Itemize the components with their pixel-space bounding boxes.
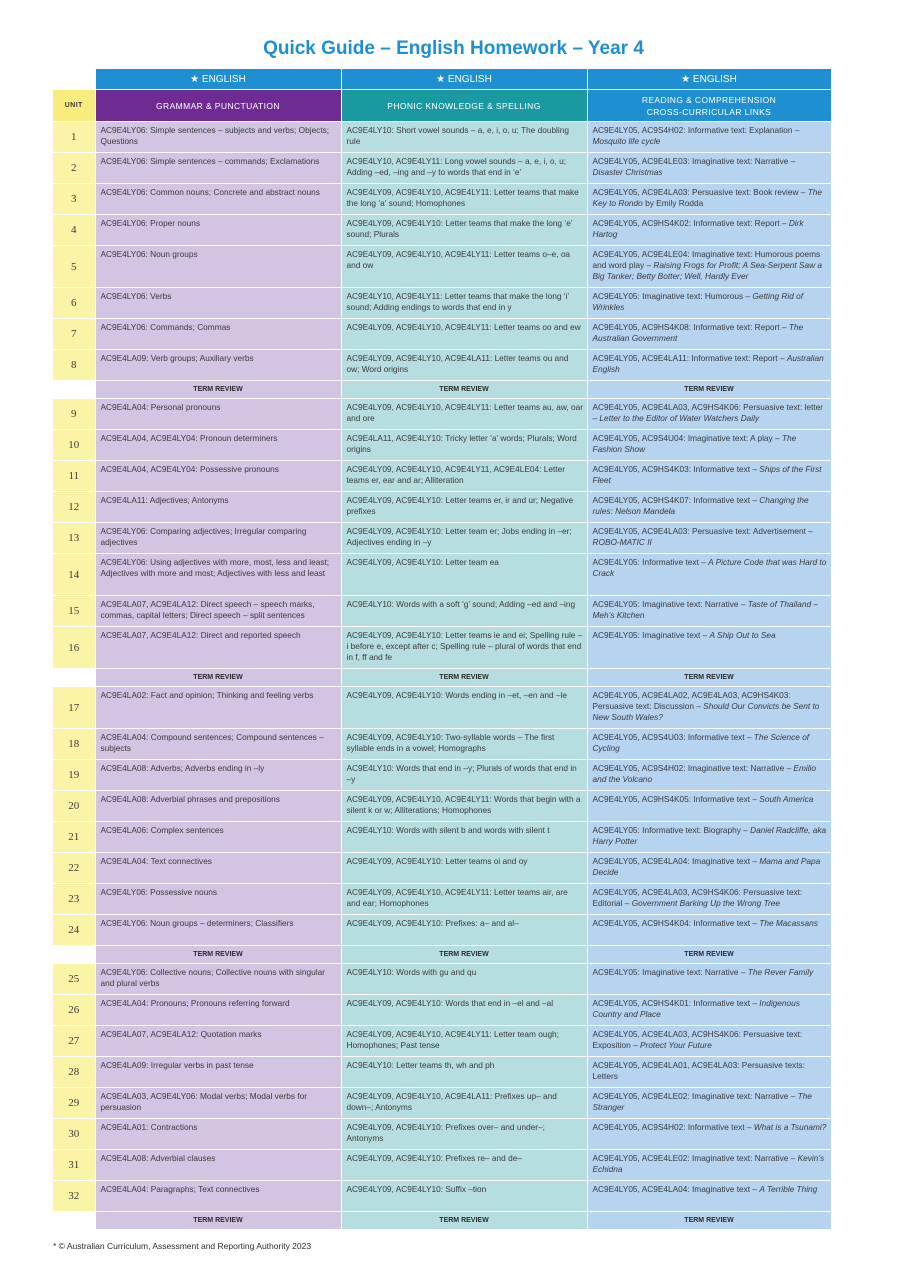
text-title: ROBO-MATIC II — [592, 537, 652, 547]
reading-cell: AC9E4LY05, AC9E4LA04: Imaginative text – Mama and Papa Decide — [587, 853, 831, 884]
grammar-cell: AC9E4LA08: Adverbs; Adverbs ending in –ly — [95, 760, 341, 791]
text-title: Kevin’s Echidna — [592, 1153, 825, 1174]
reading-cell: AC9E4LY05: Informative text: Biography – Daniel Radcliffe, aka Harry Potter — [587, 822, 831, 853]
reading-cell: AC9E4LY05, AC9E4LA03: Persuasive text: Book review – The Key to Rondo by Emily Rodda — [587, 184, 831, 215]
grammar-cell: AC9E4LA07, AC9E4LA12: Direct and reported speech — [95, 627, 341, 669]
unit-number: 6 — [53, 288, 95, 319]
text-title: Ships of the First Fleet — [592, 464, 822, 485]
reading-cell: AC9E4LY05, AC9E4LE04: Imaginative text: Humorous poems and word play – Raising Frogs for Profit; A Sea-Serpent Saw a Big Tanker; Betty Botter; Well, Hardly Ever — [587, 246, 831, 288]
text-title: The Macassans — [759, 918, 818, 928]
reading-cell: AC9E4LY05, AC9S4H02: Informative text: Explanation – Mosquito life cycle — [587, 122, 831, 153]
unit-number: 3 — [53, 184, 95, 215]
grammar-cell: AC9E4LY06: Common nouns; Concrete and abstract nouns — [95, 184, 341, 215]
term-review-label: TERM REVIEW — [341, 1212, 587, 1230]
unit-row — [53, 915, 831, 946]
reading-cell: AC9E4LY05, AC9S4H02: Imaginative text: Narrative – Emilio and the Volcano — [587, 760, 831, 791]
unit-row — [53, 729, 831, 760]
text-title: The Australian Government — [592, 322, 804, 343]
unit-row — [53, 554, 831, 596]
unit-row — [53, 122, 831, 153]
text-title: Government Barking Up the Wrong Tree — [631, 898, 781, 908]
unit-number: 20 — [53, 791, 95, 822]
grammar-cell: AC9E4LA03, AC9E4LY06: Modal verbs; Modal verbs for persuasion — [95, 1088, 341, 1119]
text-title: South America — [759, 794, 814, 804]
term-review-label: TERM REVIEW — [587, 381, 831, 399]
grammar-cell: AC9E4LA04: Personal pronouns — [95, 399, 341, 430]
unit-number: 16 — [53, 627, 95, 669]
phonics-cell: AC9E4LY10: Words with silent b and words with silent t — [341, 822, 587, 853]
reading-cell: AC9E4LY05, AC9HS4K07: Informative text – Changing the rules: Nelson Mandela — [587, 492, 831, 523]
unit-number: 32 — [53, 1181, 95, 1212]
phonics-cell: AC9E4LY09, AC9E4LY10: Prefixes: a– and al– — [341, 915, 587, 946]
page-title: Quick Guide – English Homework – Year 4 — [263, 38, 644, 59]
reading-cell: AC9E4LY05, AC9S4U03: Informative text – The Science of Cycling — [587, 729, 831, 760]
grammar-cell: AC9E4LY06: Noun groups — [95, 246, 341, 288]
text-title: Changing the rules: Nelson Mandela — [592, 495, 809, 516]
grammar-cell: AC9E4LA11: Adjectives; Antonyms — [95, 492, 341, 523]
unit-number: 12 — [53, 492, 95, 523]
phonics-cell: AC9E4LY09, AC9E4LY10: Letter teams oi and oy — [341, 853, 587, 884]
text-title: Raising Frogs for Profit; A Sea-Serpent Saw a Big Tanker; Betty Botter; Well, Hardly Ever — [592, 260, 823, 281]
unit-row — [53, 399, 831, 430]
grammar-cell: AC9E4LA09: Verb groups; Auxiliary verbs — [95, 350, 341, 381]
grammar-cell: AC9E4LY06: Collective nouns; Collective nouns with singular and plural verbs — [95, 964, 341, 995]
unit-row — [53, 1181, 831, 1212]
term-review-label: TERM REVIEW — [95, 946, 341, 964]
subject-header-reading: ★ ENGLISH — [587, 69, 831, 90]
phonics-cell: AC9E4LY09, AC9E4LY10, AC9E4LY11: Letter teams air, are and ear; Homophones — [341, 884, 587, 915]
grammar-cell: AC9E4LY06: Simple sentences – commands; Exclamations — [95, 153, 341, 184]
text-title: Australian English — [592, 353, 824, 374]
text-title: What is a Tsunami? — [753, 1122, 827, 1132]
reading-cell: AC9E4LY05, AC9HS4K04: Informative text – The Macassans — [587, 915, 831, 946]
unit-number: 9 — [53, 399, 95, 430]
unit-number: 25 — [53, 964, 95, 995]
unit-number: 2 — [53, 153, 95, 184]
reading-cell: AC9E4LY05, AC9E4LA03, AC9HS4K06: Persuasive text: Editorial – Government Barking Up the Wrong Tree — [587, 884, 831, 915]
unit-row — [53, 461, 831, 492]
grammar-cell: AC9E4LA04, AC9E4LY04: Pronoun determiners — [95, 430, 341, 461]
unit-row — [53, 822, 831, 853]
unit-row — [53, 1057, 831, 1088]
unit-number: 29 — [53, 1088, 95, 1119]
phonics-cell: AC9E4LY09, AC9E4LY10, AC9E4LY11: Letter teams that make the long ‘a’ sound; Homophones — [341, 184, 587, 215]
unit-number: 21 — [53, 822, 95, 853]
unit-number: 11 — [53, 461, 95, 492]
reading-cell: AC9E4LY05, AC9HS4K08: Informative text: Report – The Australian Government — [587, 319, 831, 350]
text-title: The Rever Family — [747, 967, 814, 977]
phonics-cell: AC9E4LY09, AC9E4LY10: Words that end in –el and –al — [341, 995, 587, 1026]
grammar-column-header: GRAMMAR & PUNCTUATION — [95, 90, 341, 122]
phonics-cell: AC9E4LY09, AC9E4LY10, AC9E4LY11: Letter team ough; Homophones; Past tense — [341, 1026, 587, 1057]
unit-number: 18 — [53, 729, 95, 760]
term-review-label: TERM REVIEW — [587, 669, 831, 687]
reading-column-header: READING & COMPREHENSION CROSS-CURRICULAR LINKS — [587, 90, 831, 122]
reading-cell: AC9E4LY05, AC9HS4K03: Informative text – Ships of the First Fleet — [587, 461, 831, 492]
unit-row — [53, 492, 831, 523]
grammar-cell: AC9E4LY06: Simple sentences – subjects and verbs; Objects; Questions — [95, 122, 341, 153]
term-review-label: TERM REVIEW — [341, 946, 587, 964]
grammar-cell: AC9E4LA04: Text connectives — [95, 853, 341, 884]
unit-number: 28 — [53, 1057, 95, 1088]
reading-cell: AC9E4LY05, AC9E4LA03, AC9HS4K06: Persuasive text: letter – Letter to the Editor of Water Watchers Daily — [587, 399, 831, 430]
phonics-cell: AC9E4LY09, AC9E4LY10, AC9E4LY11: Words that begin with a silent k or w; Alliterations; Homophones — [341, 791, 587, 822]
grammar-cell: AC9E4LA02: Fact and opinion; Thinking and feeling verbs — [95, 687, 341, 729]
reading-cell: AC9E4LY05: Imaginative text: Humorous – Getting Rid of Wrinkles — [587, 288, 831, 319]
unit-row — [53, 430, 831, 461]
term-review-label: TERM REVIEW — [95, 1212, 341, 1230]
text-title: Disaster Christmas — [592, 167, 663, 177]
phonics-cell: AC9E4LY10: Letter teams th, wh and ph — [341, 1057, 587, 1088]
term-review-row — [53, 946, 831, 964]
phonics-cell: AC9E4LY10, AC9E4LY11: Long vowel sounds – a, e, i, o, u; Adding –ed, –ing and –y to words that end in ‘e’ — [341, 153, 587, 184]
text-title: Taste of Thailand – Meh’s Kitchen — [592, 599, 819, 620]
unit-number: 15 — [53, 596, 95, 627]
unit-row — [53, 153, 831, 184]
unit-number: 1 — [53, 122, 95, 153]
unit-number: 8 — [53, 350, 95, 381]
unit-row — [53, 995, 831, 1026]
term-review-row — [53, 669, 831, 687]
text-title: The Stranger — [592, 1091, 812, 1112]
reading-cell: AC9E4LY05, AC9E4LA11: Informative text: Report – Australian English — [587, 350, 831, 381]
grammar-cell: AC9E4LA01: Contractions — [95, 1119, 341, 1150]
unit-row — [53, 1026, 831, 1057]
text-title: Getting Rid of Wrinkles — [592, 291, 804, 312]
unit-number: 19 — [53, 760, 95, 791]
grammar-cell: AC9E4LY06: Verbs — [95, 288, 341, 319]
reading-cell: AC9E4LY05, AC9E4LE02: Imaginative text: Narrative – The Stranger — [587, 1088, 831, 1119]
term-review-label: TERM REVIEW — [341, 669, 587, 687]
phonics-cell: AC9E4LY09, AC9E4LY10: Letter teams er, ir and ur; Negative prefixes — [341, 492, 587, 523]
unit-number: 31 — [53, 1150, 95, 1181]
term-review-row — [53, 381, 831, 399]
unit-row — [53, 523, 831, 554]
grammar-cell: AC9E4LY06: Proper nouns — [95, 215, 341, 246]
grammar-cell: AC9E4LA04: Compound sentences; Compound sentences – subjects — [95, 729, 341, 760]
grammar-cell: AC9E4LA06: Complex sentences — [95, 822, 341, 853]
reading-cell: AC9E4LY05, AC9HS4K02: Informative text: Report – Dirk Hartog — [587, 215, 831, 246]
subject-header-phonics: ★ ENGLISH — [341, 69, 587, 90]
text-title: Protect Your Future — [640, 1040, 712, 1050]
reading-cell: AC9E4LY05, AC9E4LA01, AC9E4LA03: Persuasive texts: Letters — [587, 1057, 831, 1088]
unit-row — [53, 964, 831, 995]
phonics-cell: AC9E4LY09, AC9E4LY10: Letter team ea — [341, 554, 587, 596]
unit-row — [53, 246, 831, 288]
grammar-cell: AC9E4LY06: Using adjectives with more, most, less and least; Adjectives with more and most; Adjectives with less and least — [95, 554, 341, 596]
grammar-cell: AC9E4LA08: Adverbial phrases and prepositions — [95, 791, 341, 822]
phonics-cell: AC9E4LY10: Words with a soft ‘g’ sound; Adding –ed and –ing — [341, 596, 587, 627]
unit-row — [53, 596, 831, 627]
unit-row — [53, 853, 831, 884]
reading-cell: AC9E4LY05: Imaginative text: Narrative – Taste of Thailand – Meh’s Kitchen — [587, 596, 831, 627]
text-title: Letter to the Editor of Water Watchers Daily — [599, 413, 760, 423]
reading-cell: AC9E4LY05, AC9E4LA02, AC9E4LA03, AC9HS4K03: Persuasive text: Discussion – Should Our Convicts be Sent to New South Wales? — [587, 687, 831, 729]
grammar-cell: AC9E4LY06: Commands; Commas — [95, 319, 341, 350]
unit-row — [53, 184, 831, 215]
text-title: The Key to Rondo — [592, 187, 823, 208]
phonics-cell: AC9E4LY09, AC9E4LY10, AC9E4LY11, AC9E4LE04: Letter teams er, ear and ar; Alliteration — [341, 461, 587, 492]
grammar-cell: AC9E4LA09: Irregular verbs in past tense — [95, 1057, 341, 1088]
unit-row — [53, 1119, 831, 1150]
reading-cell: AC9E4LY05, AC9S4U04: Imaginative text: A play – The Fashion Show — [587, 430, 831, 461]
unit-row — [53, 288, 831, 319]
unit-row — [53, 884, 831, 915]
unit-number: 4 — [53, 215, 95, 246]
unit-row — [53, 215, 831, 246]
reading-cell: AC9E4LY05, AC9E4LA03, AC9HS4K06: Persuasive text: Exposition – Protect Your Future — [587, 1026, 831, 1057]
unit-row — [53, 791, 831, 822]
term-review-row — [53, 1212, 831, 1230]
unit-row — [53, 1088, 831, 1119]
phonics-cell: AC9E4LY09, AC9E4LY10: Two-syllable words – The first syllable ends in a vowel; Homographs — [341, 729, 587, 760]
phonics-cell: AC9E4LY10: Words that end in –y; Plurals of words that end in –y — [341, 760, 587, 791]
grammar-cell: AC9E4LA04, AC9E4LY04: Possessive pronouns — [95, 461, 341, 492]
phonics-cell: AC9E4LY09, AC9E4LY10: Letter team er; Jobs ending in –er; Adjectives ending in –y — [341, 523, 587, 554]
term-review-label: TERM REVIEW — [341, 381, 587, 399]
unit-row — [53, 350, 831, 381]
unit-number: 30 — [53, 1119, 95, 1150]
copyright-footer: * © Australian Curriculum, Assessment and Reporting Authority 2023 — [53, 1241, 312, 1251]
phonics-cell: AC9E4LY09, AC9E4LY10: Prefixes re– and de– — [341, 1150, 587, 1181]
reading-cell: AC9E4LY05, AC9E4LA03: Persuasive text: Advertisement – ROBO-MATIC II — [587, 523, 831, 554]
homework-guide-table — [53, 69, 832, 1230]
grammar-cell: AC9E4LA07, AC9E4LA12: Direct speech – speech marks, commas, capital letters; Direct speech – split sentences — [95, 596, 341, 627]
unit-number: 27 — [53, 1026, 95, 1057]
term-review-label: TERM REVIEW — [587, 1212, 831, 1230]
unit-number: 13 — [53, 523, 95, 554]
unit-row — [53, 627, 831, 669]
unit-row — [53, 319, 831, 350]
text-title: Mosquito life cycle — [592, 136, 661, 146]
phonics-cell: AC9E4LA11, AC9E4LY10: Tricky letter ‘a’ words; Plurals; Word origins — [341, 430, 587, 461]
reading-cell: AC9E4LY05: Imaginative text – A Ship Out to Sea — [587, 627, 831, 669]
grammar-cell: AC9E4LY06: Noun groups – determiners; Classifiers — [95, 915, 341, 946]
grammar-cell: AC9E4LA04: Pronouns; Pronouns referring forward — [95, 995, 341, 1026]
unit-row — [53, 687, 831, 729]
unit-number: 26 — [53, 995, 95, 1026]
term-review-label: TERM REVIEW — [95, 381, 341, 399]
phonics-cell: AC9E4LY09, AC9E4LY10: Letter teams ie and ei; Spelling rule – i before e, except after c; Spelling rule – plural of words that end in f, ff and fe — [341, 627, 587, 669]
unit-column-header: UNIT — [53, 90, 95, 122]
phonics-cell: AC9E4LY09, AC9E4LY10: Words ending in –et, –en and –le — [341, 687, 587, 729]
phonics-cell: AC9E4LY09, AC9E4LY10, AC9E4LA11: Prefixes up– and down–; Antonyms — [341, 1088, 587, 1119]
unit-row — [53, 760, 831, 791]
grammar-cell: AC9E4LA04: Paragraphs; Text connectives — [95, 1181, 341, 1212]
reading-cell: AC9E4LY05, AC9E4LA04: Imaginative text – A Terrible Thing — [587, 1181, 831, 1212]
phonics-cell: AC9E4LY09, AC9E4LY10, AC9E4LA11: Letter teams ou and ow; Word origins — [341, 350, 587, 381]
column-header-row — [53, 90, 831, 122]
phonics-cell: AC9E4LY10: Short vowel sounds – a, e, i, o, u; The doubling rule — [341, 122, 587, 153]
reading-cell: AC9E4LY05, AC9S4H02: Informative text – What is a Tsunami? — [587, 1119, 831, 1150]
text-title: A Terrible Thing — [759, 1184, 818, 1194]
text-title: A Ship Out to Sea — [709, 630, 776, 640]
reading-cell: AC9E4LY05, AC9HS4K01: Informative text – Indigenous Country and Place — [587, 995, 831, 1026]
text-title: A Picture Code that was Hard to Crack — [592, 557, 827, 578]
grammar-cell: AC9E4LY06: Possessive nouns — [95, 884, 341, 915]
grammar-cell: AC9E4LY06: Comparing adjectives; Irregular comparing adjectives — [95, 523, 341, 554]
unit-number: 24 — [53, 915, 95, 946]
unit-number: 5 — [53, 246, 95, 288]
reading-cell: AC9E4LY05, AC9HS4K05: Informative text – South America — [587, 791, 831, 822]
unit-row — [53, 1150, 831, 1181]
text-title: Indigenous Country and Place — [592, 998, 800, 1019]
unit-number: 10 — [53, 430, 95, 461]
grammar-cell: AC9E4LA07, AC9E4LA12: Quotation marks — [95, 1026, 341, 1057]
phonics-cell: AC9E4LY09, AC9E4LY10: Prefixes over– and under–; Antonyms — [341, 1119, 587, 1150]
phonics-cell: AC9E4LY10, AC9E4LY11: Letter teams that make the long ‘i’ sound; Adding endings to words that end in y — [341, 288, 587, 319]
unit-number: 23 — [53, 884, 95, 915]
reading-cell: AC9E4LY05, AC9E4LE02: Imaginative text: Narrative – Kevin’s Echidna — [587, 1150, 831, 1181]
unit-number: 22 — [53, 853, 95, 884]
unit-number: 17 — [53, 687, 95, 729]
reading-cell: AC9E4LY05: Informative text – A Picture Code that was Hard to Crack — [587, 554, 831, 596]
subject-header-grammar: ★ ENGLISH — [95, 69, 341, 90]
term-review-label: TERM REVIEW — [95, 669, 341, 687]
text-title: Should Our Convicts be Sent to New South Wales? — [592, 701, 820, 722]
text-title: The Fashion Show — [592, 433, 797, 454]
grammar-cell: AC9E4LA08: Adverbial clauses — [95, 1150, 341, 1181]
phonics-column-header: PHONIC KNOWLEDGE & SPELLING — [341, 90, 587, 122]
unit-number: 14 — [53, 554, 95, 596]
reading-cell: AC9E4LY05, AC9E4LE03: Imaginative text: Narrative – Disaster Christmas — [587, 153, 831, 184]
reading-cell: AC9E4LY05: Imaginative text: Narrative – The Rever Family — [587, 964, 831, 995]
unit-number: 7 — [53, 319, 95, 350]
phonics-cell: AC9E4LY09, AC9E4LY10, AC9E4LY11: Letter teams au, aw, oar and ore — [341, 399, 587, 430]
phonics-cell: AC9E4LY09, AC9E4LY10: Letter teams that make the long ‘e’ sound; Plurals — [341, 215, 587, 246]
term-review-label: TERM REVIEW — [587, 946, 831, 964]
text-title: Dirk Hartog — [592, 218, 804, 239]
subject-header-row — [53, 69, 831, 90]
phonics-cell: AC9E4LY10: Words with gu and qu — [341, 964, 587, 995]
phonics-cell: AC9E4LY09, AC9E4LY10, AC9E4LY11: Letter teams o–e, oa and ow — [341, 246, 587, 288]
text-title: The Science of Cycling — [592, 732, 810, 753]
phonics-cell: AC9E4LY09, AC9E4LY10: Suffix –tion — [341, 1181, 587, 1212]
text-title: Daniel Radcliffe, aka Harry Potter — [592, 825, 827, 846]
text-title: Mama and Papa Decide — [592, 856, 821, 877]
phonics-cell: AC9E4LY09, AC9E4LY10, AC9E4LY11: Letter teams oo and ew — [341, 319, 587, 350]
text-title: Emilio and the Volcano — [592, 763, 817, 784]
